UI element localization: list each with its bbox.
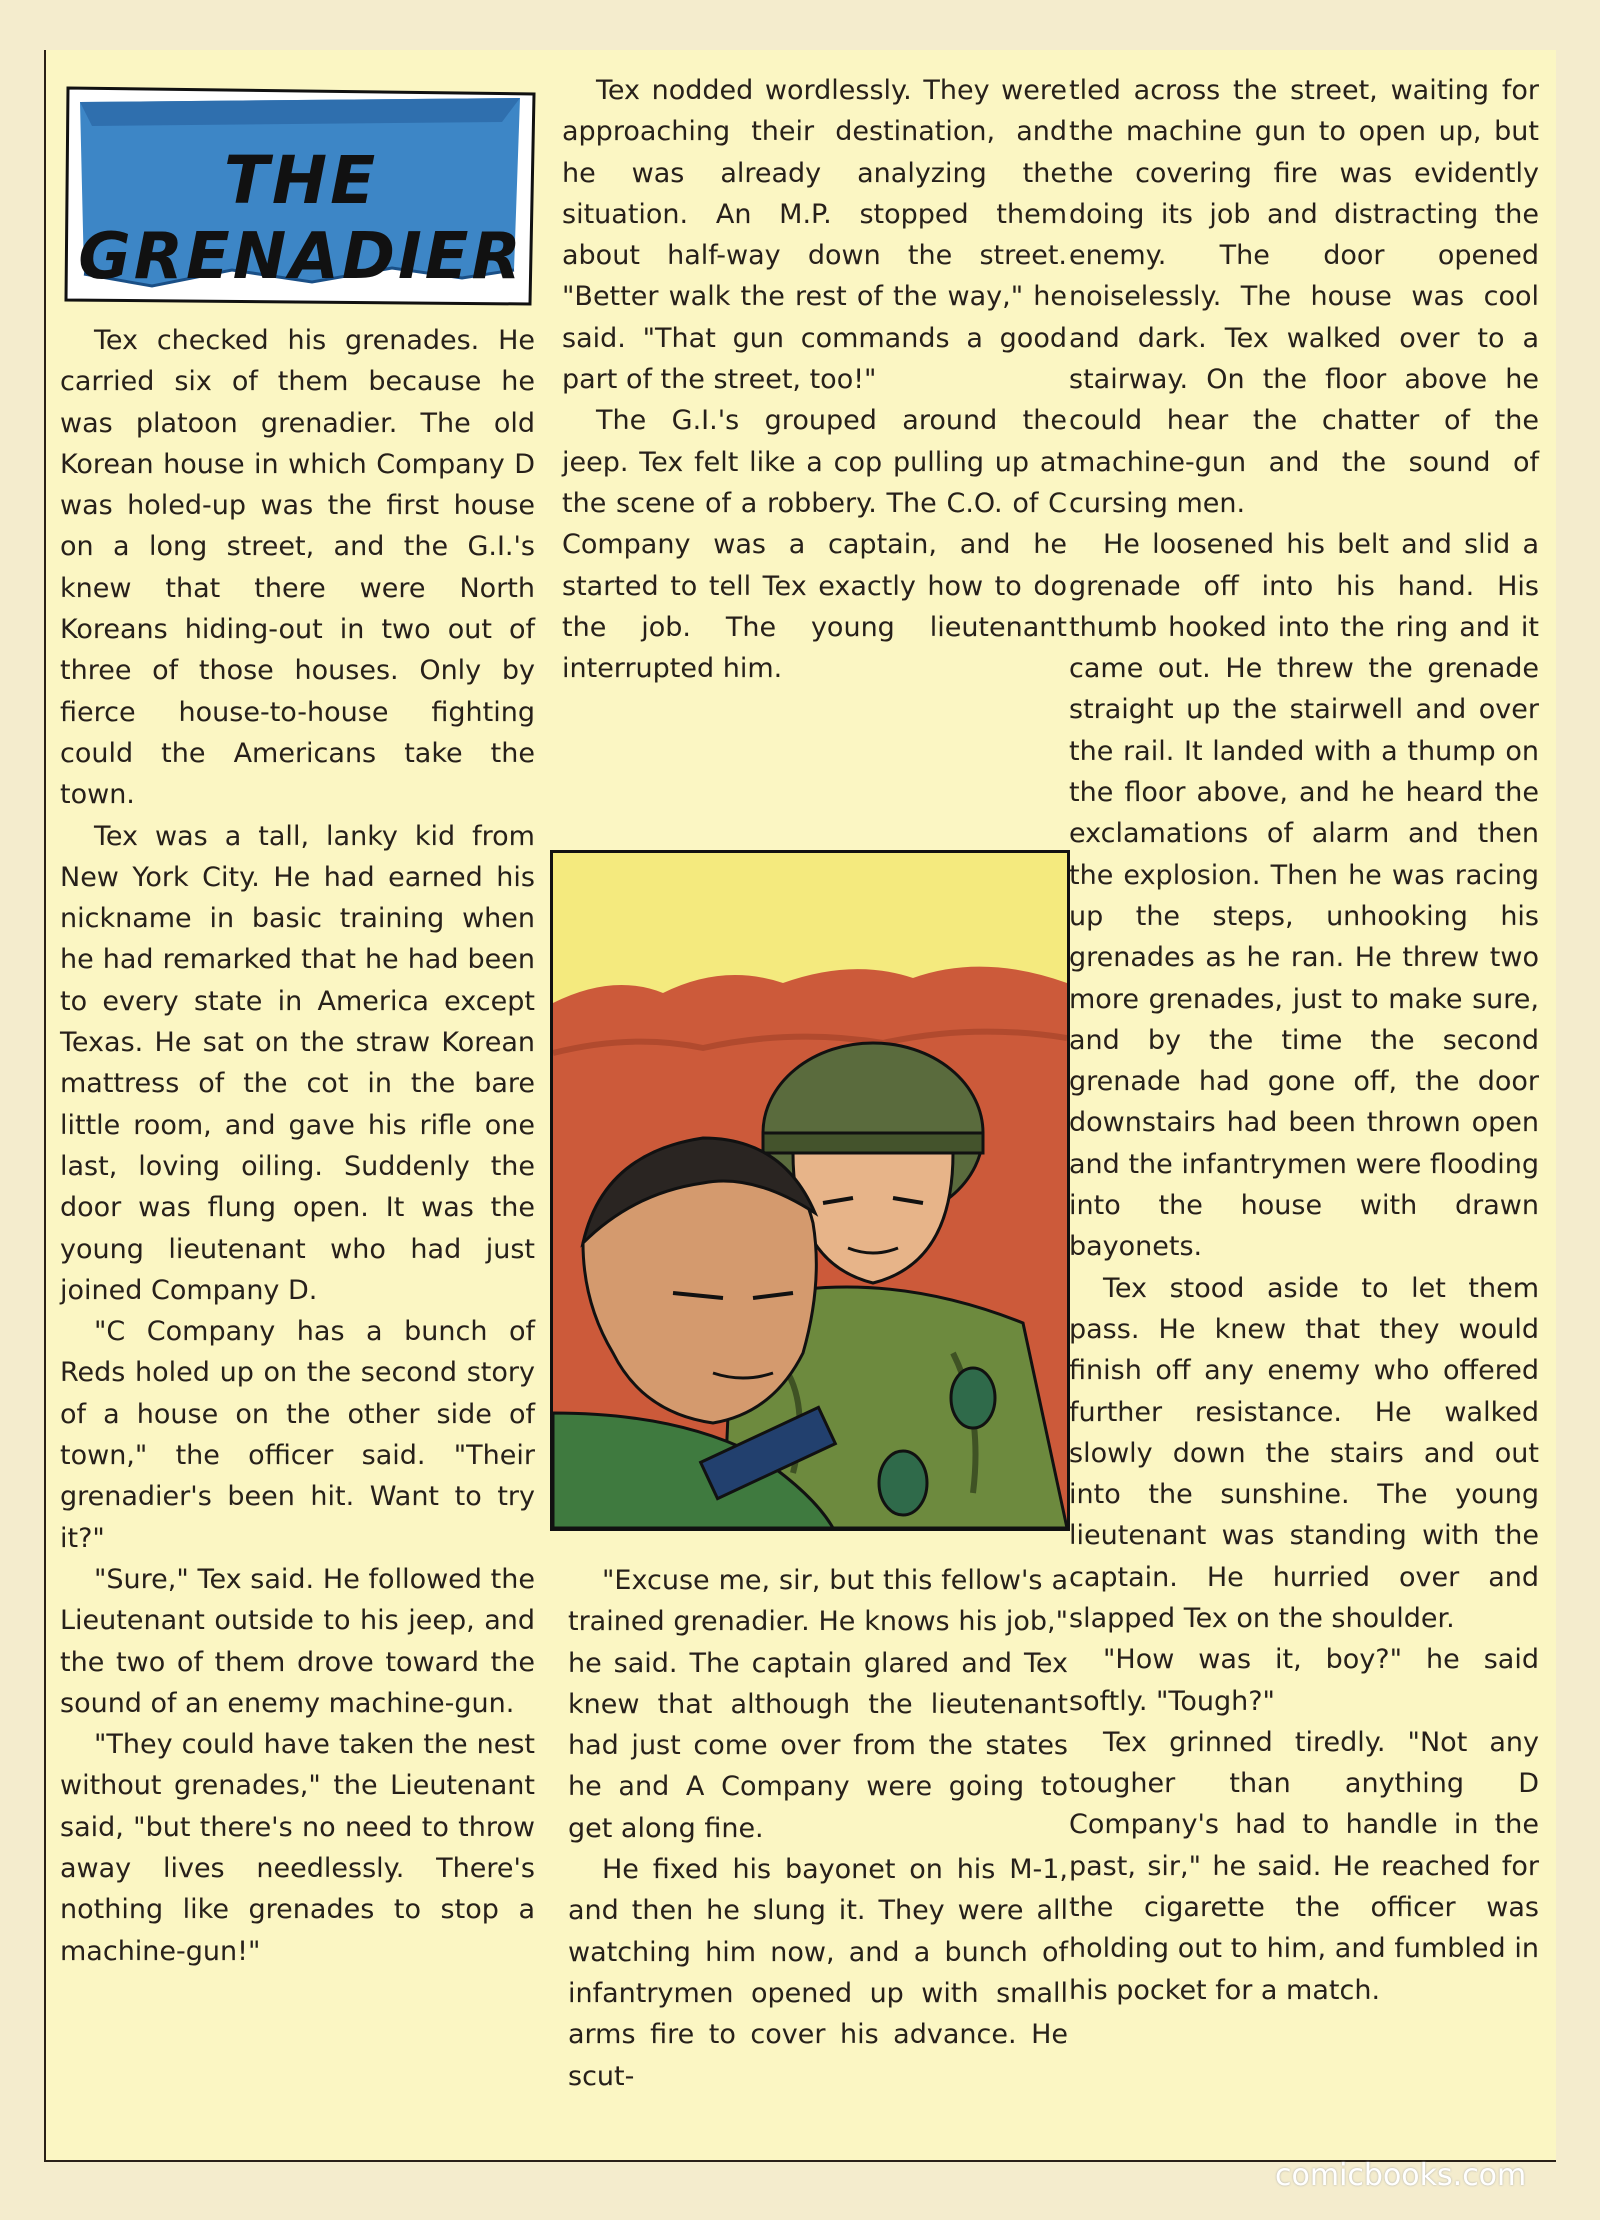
text-column-1 (60, 320, 535, 1972)
paragraph: "Excuse me, sir, but this fellow's a trained grenadier. He knows his job," he said. The captain glared and Tex knew that although the lieutenant had just come over from the states he and A Company were going to get along fine. (568, 1565, 1068, 1844)
illustration-panel (550, 850, 1070, 1531)
paragraph: He loosened his belt and slid a grenade off into his hand. His thumb hooked into the ring and it came out. He threw the grenade straight up the stairwell and over the rail. It landed with a thump on the floor above, and he heard the exclamations of alarm and then the explosion. Then he was racing up the steps, unhooking his grenades as he ran. He threw two more grenades, just to make sure, and by the time the second grenade had gone off, the door downstairs had been thrown open and the infantrymen were flooding into the house with drawn bayonets. (1069, 529, 1539, 1263)
paragraph: tled across the street, waiting for the machine gun to open up, but the covering fire was evidently doing its job and distracting the enemy. The door opened noiselessly. The house was cool and dark. Tex walked over to a stairway. On the floor above he could hear the chatter of the machine-gun and the sound of cursing men. (1069, 75, 1539, 519)
soldiers-illustration (553, 853, 1067, 1528)
text-column-3 (1069, 70, 1539, 2011)
paragraph: Tex was a tall, lanky kid from New York City. He had earned his nickname in basic training when he had remarked that he had been to every state in America except Texas. He sat on the straw Korean mattress of the cot in the bare little room, and gave his rifle one last, loving oiling. Suddenly the door was flung open. It was the young lieutenant who had just joined Company D. (60, 820, 535, 1306)
text-column-2-top (562, 70, 1067, 689)
paragraph: He fixed his bayonet on his M-1, and then he slung it. They were all watching him now, and a bunch of infantrymen opened up with small arms fire to cover his advance. He scut- (568, 1854, 1068, 2092)
title-line-1: THE (223, 142, 379, 219)
paragraph: Tex nodded wordlessly. They were approaching their destination, and he was already analyzing the situation. An M.P. stopped them about half-way down the street. "Better walk the rest of the way," he said. "That gun commands a good part of the street, too!" (562, 75, 1067, 396)
title-box (62, 82, 540, 314)
text-column-2-bottom (568, 1560, 1068, 2097)
title-line-2: GRENADIER (78, 220, 524, 294)
paragraph: Tex checked his grenades. He carried six of them because he was platoon grenadier. The old Korean house in which Company D was holed-up was the first house on a long street, and the G.I.'s knew that there were North Koreans hiding-out in two out of three of those houses. Only by fierce house-to-house fighting could the Americans take the town. (60, 325, 535, 811)
watermark: comicbooks.com (1275, 2158, 1527, 2193)
paragraph: Tex grinned tiredly. "Not any tougher than anything D Company's had to handle in the past, sir," he said. He reached for the cigarette the officer was holding out to him, and fumbled in his pocket for a match. (1069, 1726, 1539, 2006)
paragraph: "They could have taken the nest without grenades," the Lieutenant said, "but there's no need to throw away lives needlessly. There's nothing like grenades to stop a machine-gun!" (60, 1729, 535, 1967)
paragraph: "Sure," Tex said. He followed the Lieutenant outside to his jeep, and the two of them drove toward the sound of an enemy machine-gun. (60, 1563, 535, 1719)
story-page (44, 50, 1556, 2162)
paragraph: "How was it, boy?" he said softly. "Tough?" (1069, 1644, 1539, 1717)
paragraph: "C Company has a bunch of Reds holed up on the second story of a house on the other side of town," the officer said. "Their grenadier's been hit. Want to try it?" (60, 1316, 535, 1554)
paragraph: The G.I.'s grouped around the jeep. Tex felt like a cop pulling up at the scene of a robbery. The C.O. of C Company was a captain, and he started to tell Tex exactly how to do the job. The young lieutenant interrupted him. (562, 405, 1067, 685)
paragraph: Tex stood aside to let them pass. He knew that they would finish off any enemy who offered further resistance. He walked slowly down the stairs and out into the sunshine. The young lieutenant was standing with the captain. He hurried over and slapped Tex on the shoulder. (1069, 1272, 1539, 1634)
